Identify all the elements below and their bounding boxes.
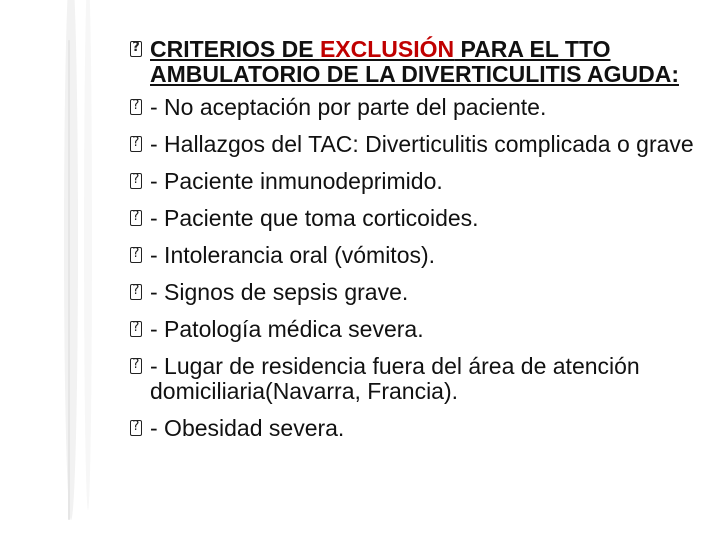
decorative-arc (84, 0, 92, 510)
list-item (130, 132, 705, 157)
list-item (130, 416, 705, 441)
list-item-text: - Patología médica severa. (150, 316, 424, 342)
bullet-icon: ? (130, 321, 142, 337)
list-item (130, 169, 705, 194)
list-item-text: - Lugar de residencia fuera del área de atención domiciliaria(Navarra, Francia). (150, 353, 640, 404)
bullet-icon: ? (130, 284, 142, 300)
list-item-text: - Obesidad severa. (150, 415, 345, 441)
bullet-icon: ? (130, 99, 142, 115)
decorative-line (68, 40, 70, 520)
list-item-text: - No aceptación por parte del paciente. (150, 94, 547, 120)
bullet-icon: ? (130, 420, 142, 436)
list-item (130, 95, 705, 120)
bullet-icon: ? (130, 136, 142, 152)
bullet-icon: ? (130, 41, 142, 57)
bullet-icon: ? (130, 358, 142, 374)
bullet-icon: ? (130, 173, 142, 189)
list-item-text: - Paciente inmunodeprimido. (150, 168, 443, 194)
heading-text-end: PARA EL TTO AMBULATORIO DE LA DIVERTICULITIS AGUDA: (150, 36, 679, 87)
list-item-text: - Hallazgos del TAC: Diverticulitis complicada o grave (150, 131, 694, 157)
list-item-text: - Signos de sepsis grave. (150, 279, 409, 305)
list-item (130, 206, 705, 231)
list-item (130, 243, 705, 268)
slide-heading (130, 37, 705, 87)
list-item (130, 317, 705, 342)
list-item (130, 280, 705, 305)
list-item-text: - Intolerancia oral (vómitos). (150, 242, 436, 268)
bullet-icon: ? (130, 210, 142, 226)
slide-content (130, 37, 705, 453)
heading-text-highlight: EXCLUSIÓN (319, 36, 455, 62)
decorative-arc (64, 0, 78, 520)
bullet-icon: ? (130, 247, 142, 263)
list-item-text: - Paciente que toma corticoides. (150, 205, 479, 231)
list-item (130, 354, 705, 404)
heading-text-start: CRITERIOS DE (150, 36, 320, 62)
